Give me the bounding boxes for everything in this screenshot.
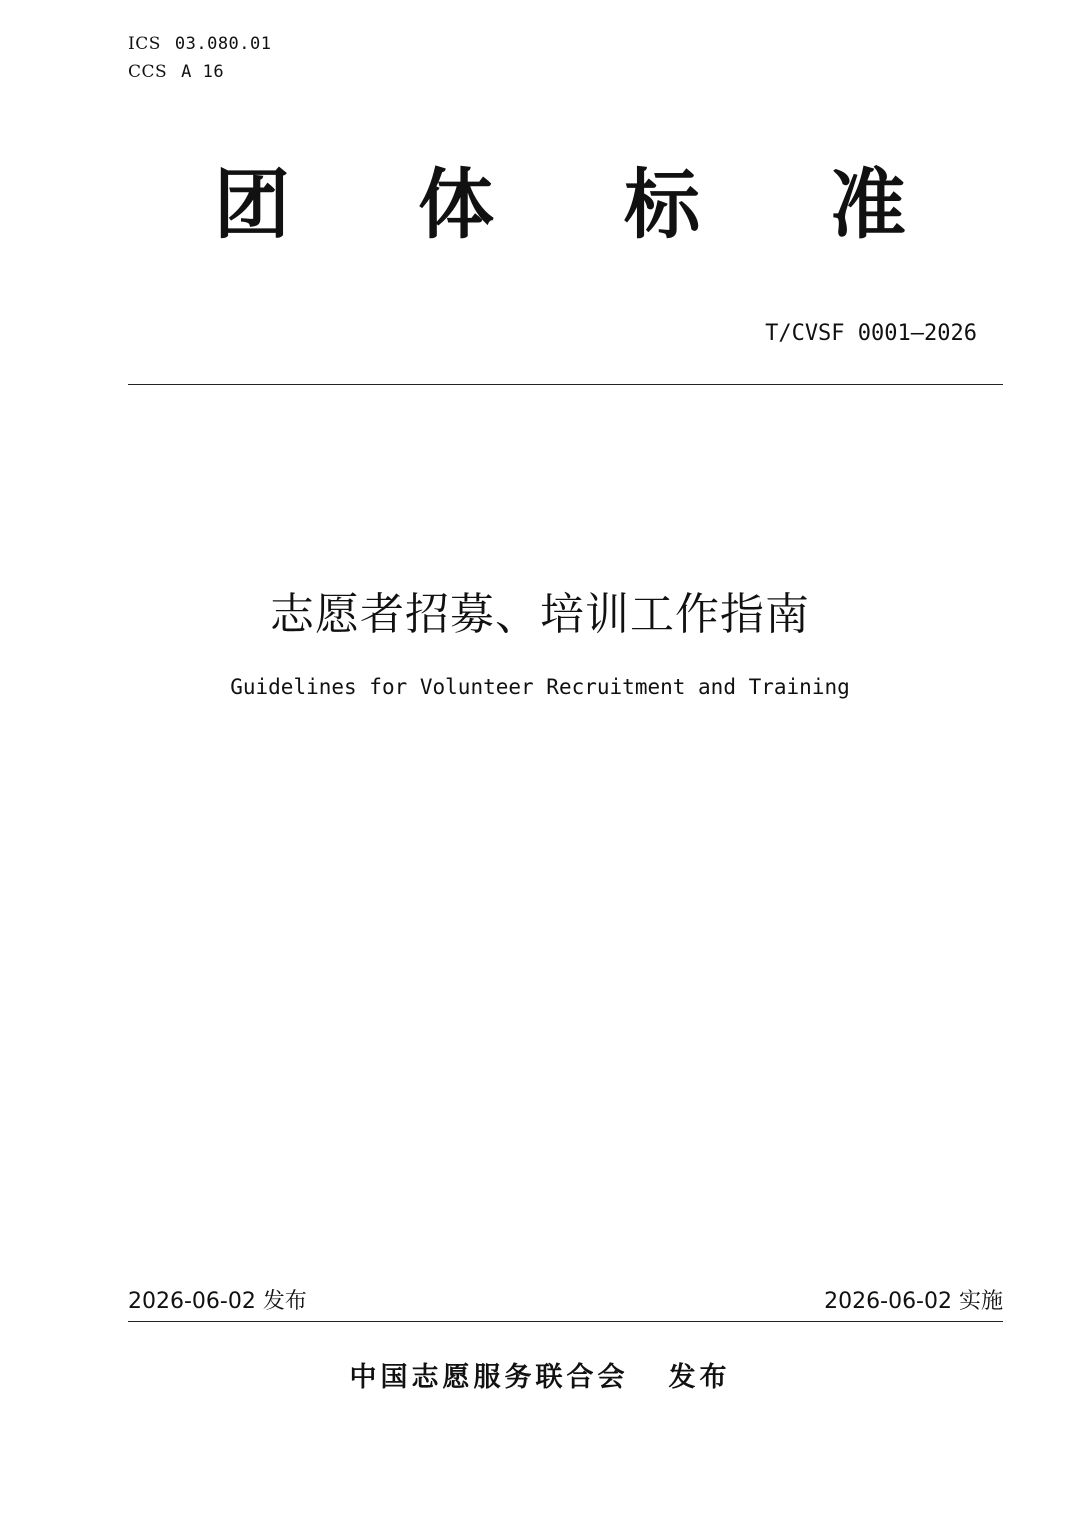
category-char: 准 [830, 160, 906, 249]
issuer-action: 发布 [668, 1362, 731, 1393]
issuer-line [0, 1358, 1080, 1398]
release-date: 2026-06-02 发布 [128, 1289, 307, 1314]
category-char: 体 [418, 160, 494, 249]
implementation-date: 2026-06-02 实施 [824, 1289, 1003, 1314]
standard-category-heading [0, 160, 1080, 250]
issuer-organization: 中国志愿服务联合会 [349, 1362, 629, 1393]
ics-value: 03.080.01 [174, 34, 272, 54]
category-char: 标 [624, 160, 700, 249]
document-title-en: Guidelines for Volunteer Recruitment and Training [230, 675, 850, 699]
header-divider [128, 384, 1003, 385]
ics-label: ICS [128, 34, 161, 54]
classification-codes [128, 30, 272, 86]
standard-number: T/CVSF 0001—2026 [765, 321, 977, 346]
ccs-row [128, 58, 272, 86]
ccs-label: CCS [128, 62, 168, 82]
ccs-value: A 16 [181, 62, 225, 82]
document-title-zh: 志愿者招募、培训工作指南 [270, 589, 810, 640]
footer-divider [128, 1321, 1003, 1322]
category-char: 团 [214, 160, 290, 249]
ics-row [128, 30, 272, 58]
